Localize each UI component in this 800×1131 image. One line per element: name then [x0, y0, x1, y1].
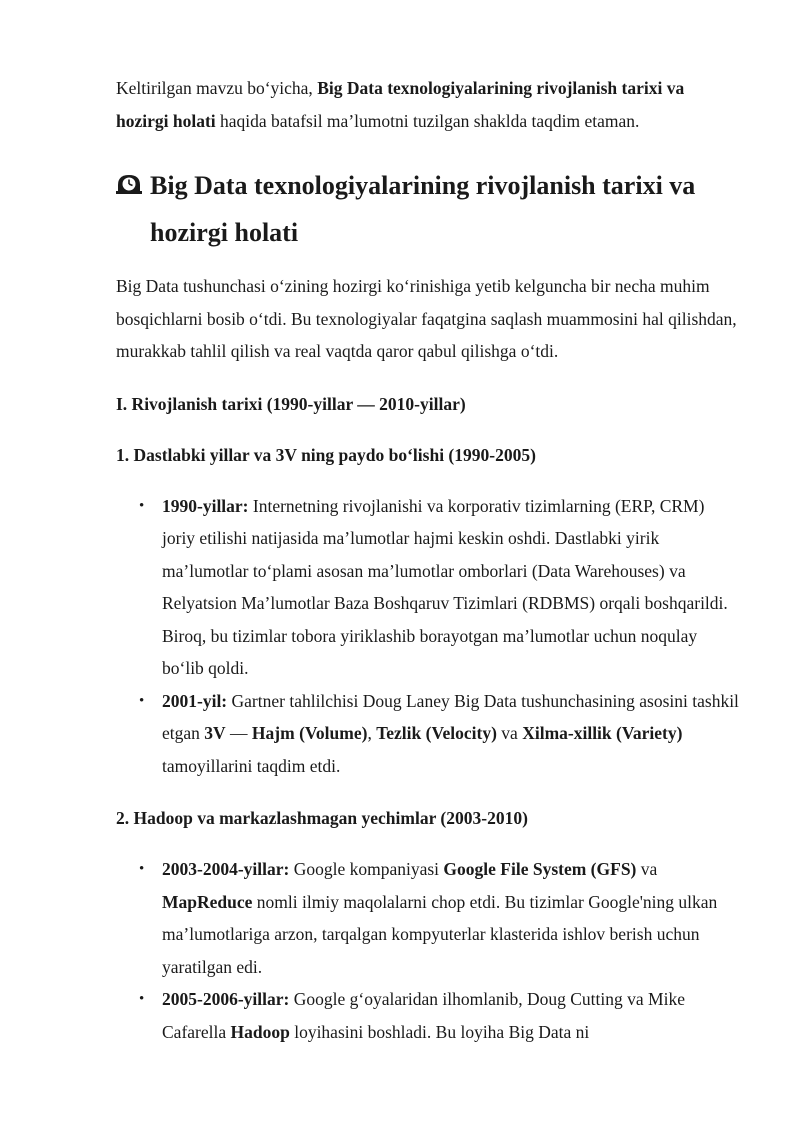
list-item [162, 490, 740, 685]
item-text: va [496, 723, 523, 743]
item-text: Gartner tahlilchisi Doug Laney Big Data tushunchasining asosini tashkil etgan [162, 690, 739, 743]
item-label: 1990-yillar: [162, 495, 249, 516]
item-label: 2003-2004-yillar: [162, 859, 290, 879]
mantel-clock-icon [116, 162, 142, 256]
item-label: 2005-2006-yillar: [162, 989, 290, 1009]
subsection-heading-early-years: 1. Dastlabki yillar va 3V ning paydo bo‘lishi (1990-2005) [116, 444, 536, 465]
item-text: , [367, 723, 377, 743]
item-bold: Hajm (Volume) [251, 723, 368, 743]
item-text: loyihasini boshladi. Bu loyiha Big Data ni [289, 1021, 590, 1042]
early-years-list [116, 490, 740, 783]
document-page [116, 72, 740, 1068]
page-title [116, 162, 740, 256]
page-title-text: Big Data texnologiyalarining rivojlanish tarixi va hozirgi holati [150, 171, 696, 247]
overview-paragraph: Big Data tushunchasi o‘zining hozirgi ko‘rinishiga yetib kelguncha bir necha muhim bosqichlarni bosib o‘tdi. Bu texnologiyalar faqatgina saqlash muammosini hal qilishdan, murakkab tahlil qilish va real vaqtda qaror qabul qilishga o‘tdi. [116, 276, 737, 361]
hadoop-list [116, 853, 740, 1048]
item-text: nomli ilmiy maqolalarni chop etdi. Bu tizimlar Google'ning ulkan ma’lumotlariga arzon, tarqalgan kompyuterlar klasterida ishlov berish uchun yaratilgan edi. [162, 891, 718, 977]
intro-paragraph [116, 72, 740, 137]
item-text: Google g‘oyalaridan ilhomlanib, Doug Cutting va Mike Cafarella [162, 989, 685, 1042]
item-bold: 3V [204, 723, 226, 743]
list-item [162, 685, 740, 783]
list-item [162, 853, 740, 983]
section-heading-history: I. Rivojlanish tarixi (1990-yillar — 2010-yillar) [116, 393, 466, 414]
item-bold: Tezlik (Velocity) [376, 723, 497, 743]
intro-text: Keltirilgan mavzu bo‘yicha, [116, 78, 318, 98]
item-text: tamoyillarini taqdim etdi. [162, 755, 341, 776]
item-text: Internetning rivojlanishi va korporativ tizimlarning (ERP, CRM) joriy etilishi natijasida ma’lumotlar hajmi keskin oshdi. Dastlabki yirik ma’lumotlar to‘plami asosan ma’lumotlar omborlari (Data Warehouses) va Relyatsion Ma’lumotlar Baza Boshqaruv Tizimlari (RDBMS) orqali boshqarildi. Biroq, bu tizimlar tobora yiriklashib borayotgan ma’lumotlar uchun noqulay bo‘lib qoldi. [162, 495, 728, 678]
intro-text-end: haqida batafsil ma’lumotni tuzilgan shaklda taqdim etaman. [215, 110, 640, 131]
subsection-heading-hadoop: 2. Hadoop va markazlashmagan yechimlar (2003-2010) [116, 808, 528, 828]
item-bold: Google File System (GFS) [443, 859, 637, 879]
item-bold: Hadoop [230, 1021, 290, 1042]
item-bold: MapReduce [162, 891, 253, 912]
item-text: va [636, 859, 658, 879]
item-text: Google kompaniyasi [289, 859, 444, 879]
intro-bold-topic: Big Data texnologiyalarining rivojlanish tarixi va hozirgi holati [116, 78, 685, 131]
list-item [162, 983, 740, 1048]
item-text: — [225, 723, 252, 743]
item-bold: Xilma-xillik (Variety) [522, 723, 683, 743]
item-label: 2001-yil: [162, 690, 228, 711]
